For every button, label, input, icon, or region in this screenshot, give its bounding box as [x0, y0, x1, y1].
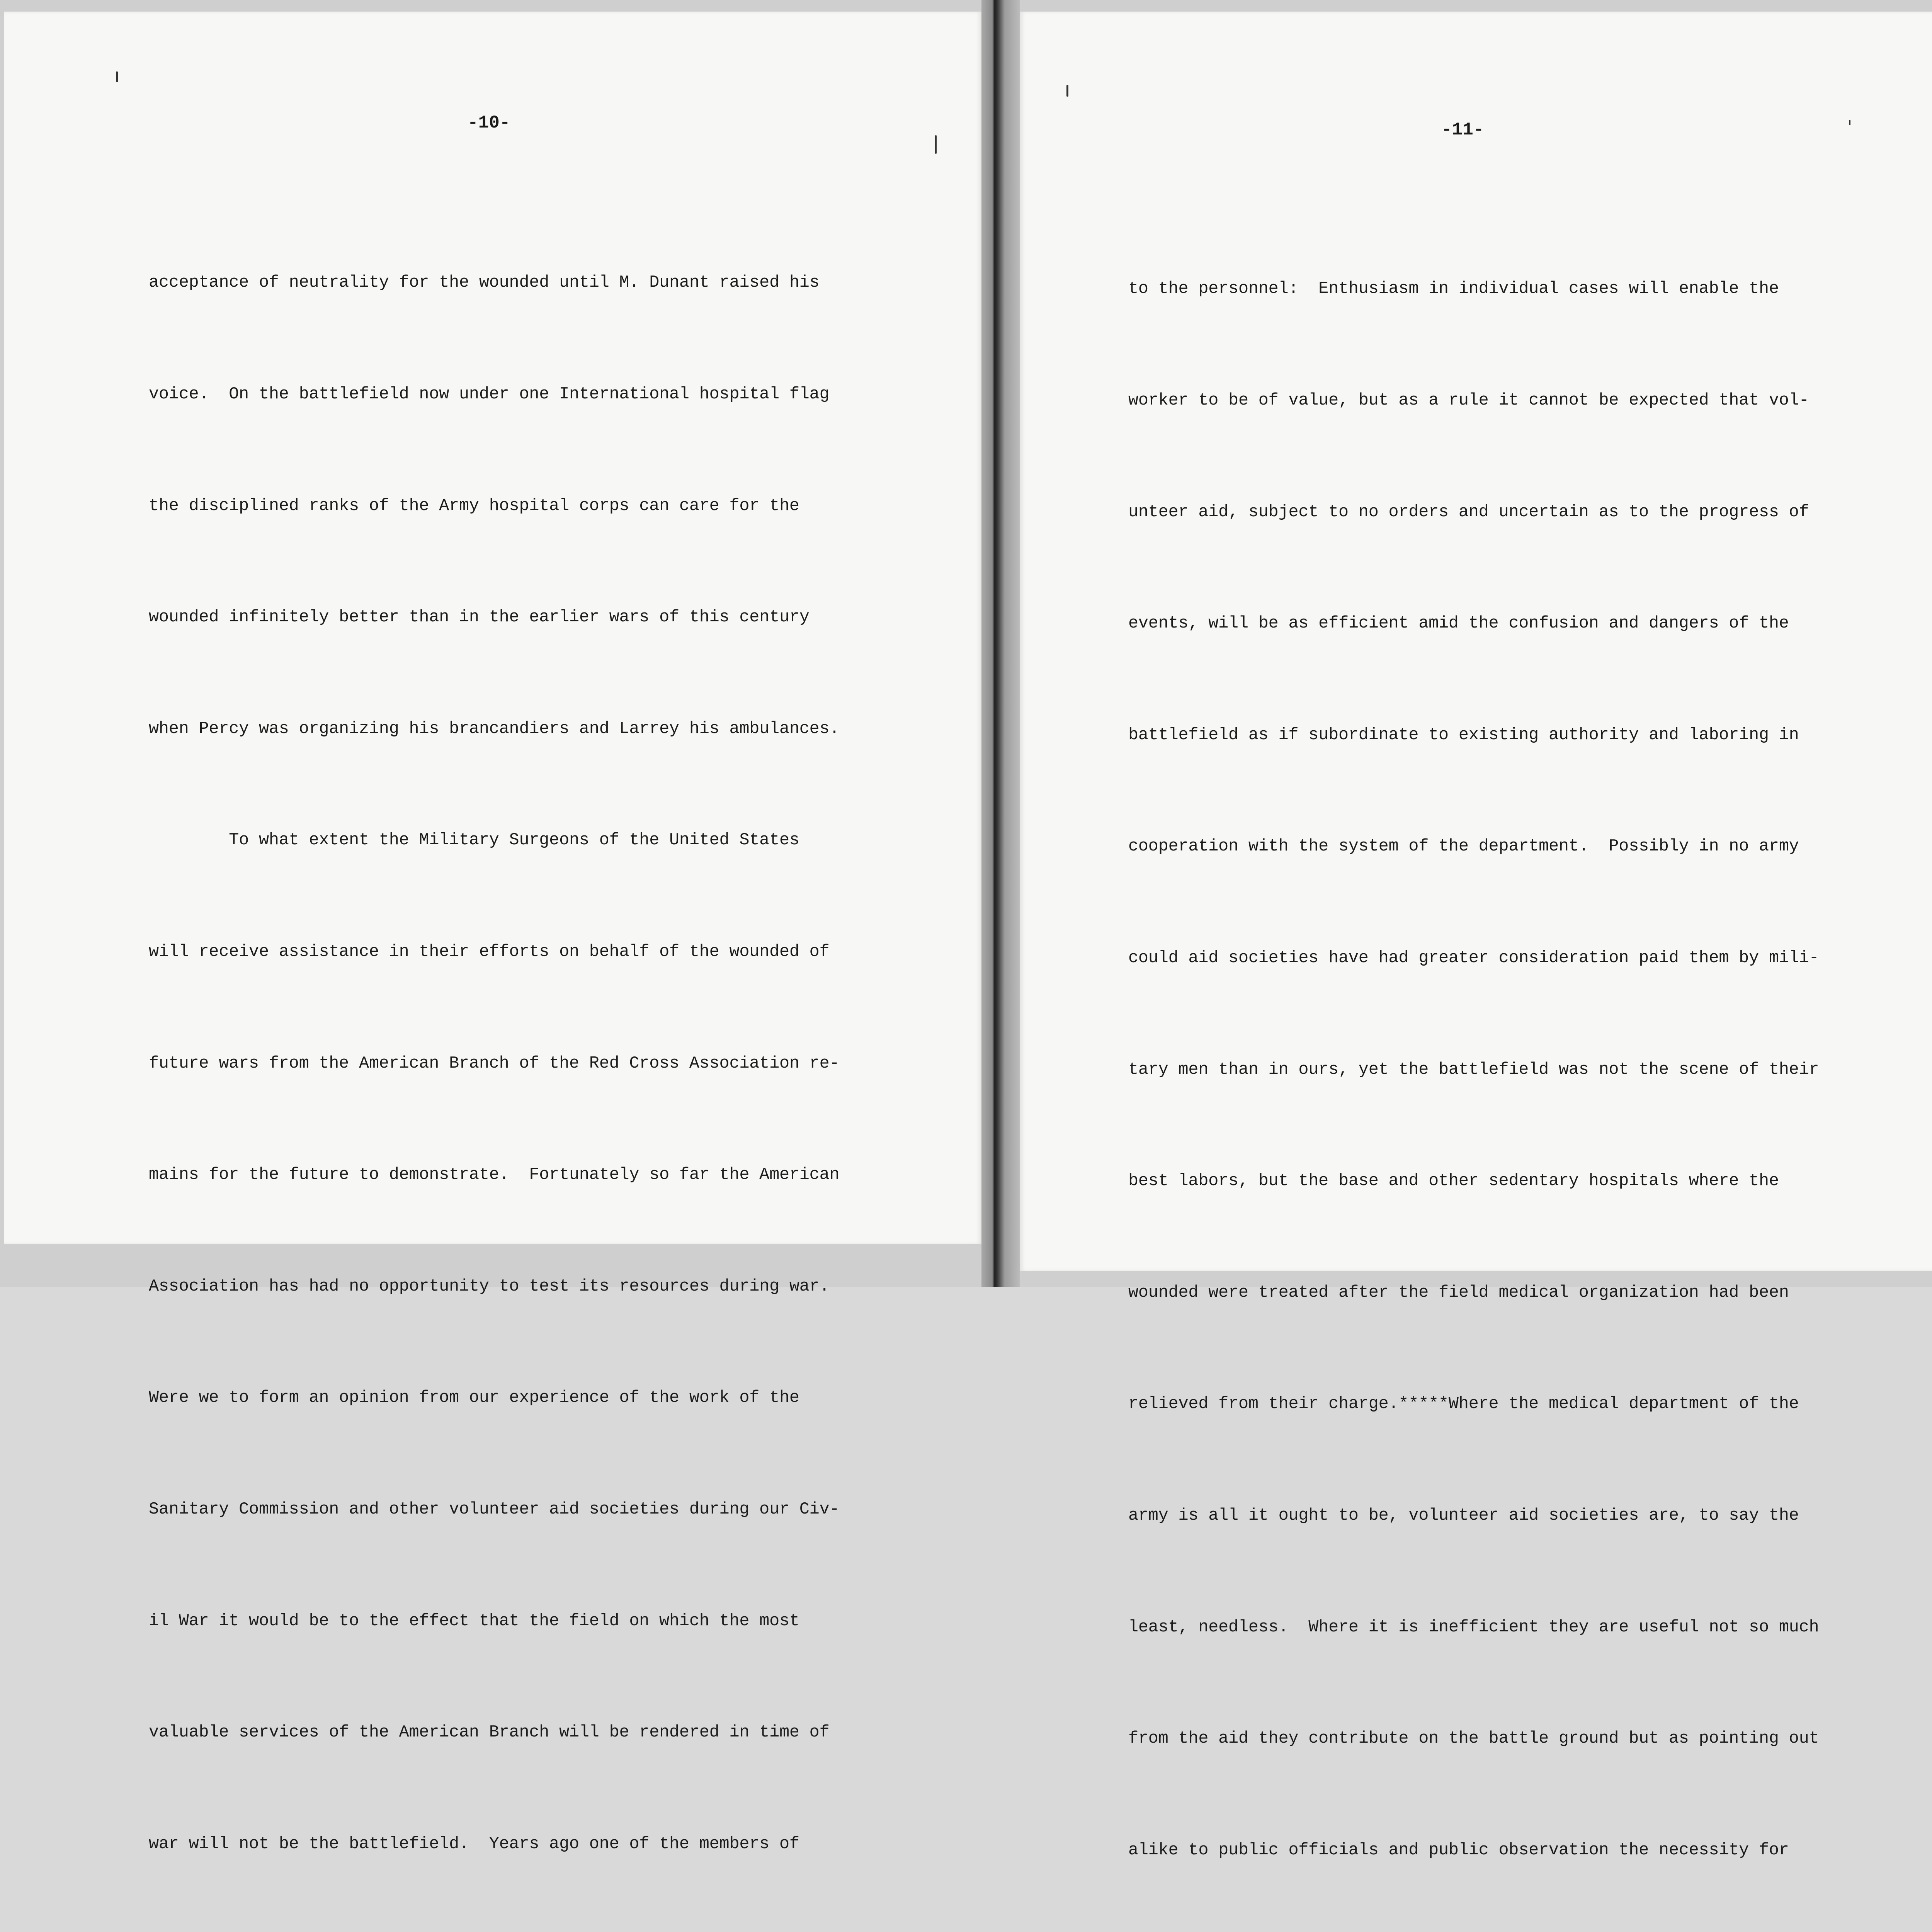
text-line: worker to be of value, but as a rule it cannot be expected that vol-	[1128, 391, 1809, 410]
text-line: Were we to form an opinion from our experience of the work of the	[149, 1388, 799, 1408]
text-line: when Percy was organizing his brancandiers and Larrey his ambulances.	[149, 719, 840, 738]
text-line: il War it would be to the effect that the field on which the most	[149, 1611, 799, 1631]
text-line: events, will be as efficient amid the confusion and dangers of the	[1128, 614, 1789, 633]
text-line: voice. On the battlefield now under one International hospital flag	[149, 385, 830, 404]
text-line: could aid societies have had greater consideration paid them by mili-	[1128, 948, 1819, 968]
text-line: from the aid they contribute on the battle ground but as pointing out	[1128, 1729, 1819, 1748]
page-number: -11-	[1441, 120, 1484, 140]
text-line: best labors, but the base and other sedentary hospitals where the	[1128, 1172, 1779, 1191]
page-body-text	[1128, 196, 1819, 1932]
text-line: wounded were treated after the field medical organization had been	[1128, 1283, 1789, 1302]
binding-gutter	[981, 0, 1020, 1287]
text-line: Association has had no opportunity to test its resources during war.	[149, 1277, 830, 1296]
paper-speck	[116, 71, 118, 82]
text-line: unteer aid, subject to no orders and uncertain as to the progress of	[1128, 502, 1809, 522]
text-line: cooperation with the system of the department. Possibly in no army	[1128, 837, 1799, 856]
text-line: wounded infinitely better than in the earlier wars of this century	[149, 608, 810, 627]
page-number: -10-	[468, 113, 510, 133]
text-line: To what extent the Military Surgeons of the United States	[149, 831, 799, 850]
text-line: alike to public officials and public observation the necessity for	[1128, 1840, 1789, 1860]
text-line: future wars from the American Branch of the Red Cross Association re-	[149, 1054, 840, 1073]
text-line: battlefield as if subordinate to existing authority and laboring in	[1128, 725, 1799, 745]
paper-speck	[1849, 120, 1850, 125]
text-line: will receive assistance in their efforts on behalf of the wounded of	[149, 942, 830, 961]
text-line: least, needless. Where it is inefficient they are useful not so much	[1128, 1617, 1819, 1637]
text-line: acceptance of neutrality for the wounded until M. Dunant raised his	[149, 273, 820, 293]
right-page	[1020, 12, 1932, 1860]
paper-speck	[1066, 85, 1068, 97]
paper-speck	[935, 135, 937, 154]
text-line: relieved from their charge.*****Where the medical department of the	[1128, 1395, 1799, 1414]
left-page	[4, 12, 981, 1854]
text-line: tary men than in ours, yet the battlefield was not the scene of their	[1128, 1060, 1819, 1079]
page-body-text	[149, 190, 849, 1932]
text-line: Sanitary Commission and other volunteer aid societies during our Civ-	[149, 1500, 840, 1519]
text-line: war will not be the battlefield. Years ago one of the members of	[149, 1834, 799, 1854]
text-line: valuable services of the American Branch will be rendered in time of	[149, 1723, 830, 1742]
text-line: the disciplined ranks of the Army hospital corps can care for the	[149, 496, 799, 515]
text-line: mains for the future to demonstrate. Fortunately so far the American	[149, 1165, 840, 1185]
text-line: army is all it ought to be, volunteer aid societies are, to say the	[1128, 1506, 1799, 1525]
text-line: to the personnel: Enthusiasm in individual cases will enable the	[1128, 279, 1779, 299]
